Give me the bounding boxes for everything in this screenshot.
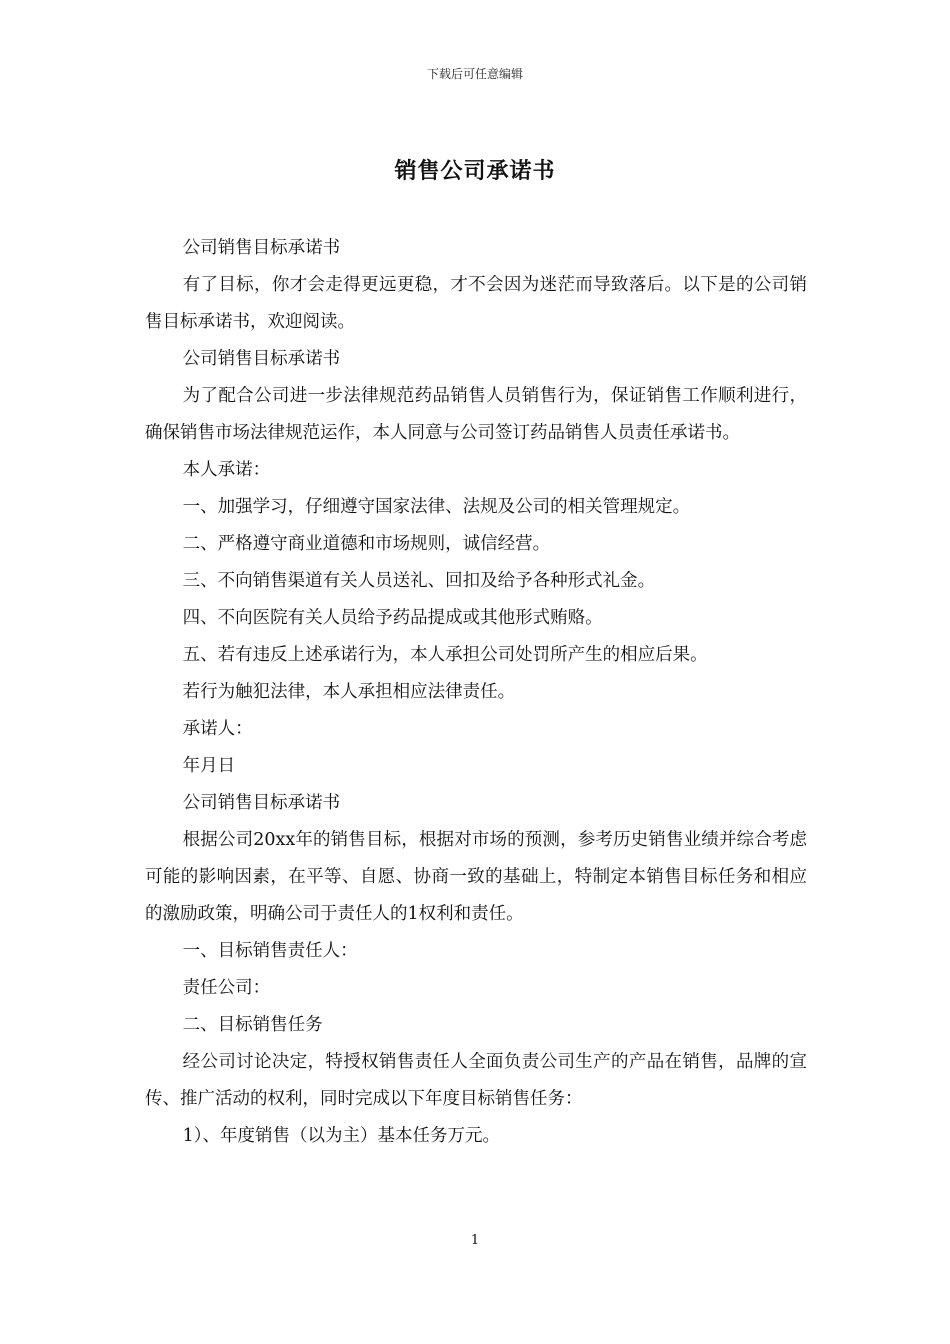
paragraph: 一、加强学习，仔细遵守国家法律、法规及公司的相关管理规定。 [182, 497, 691, 517]
header-note: 下载后可任意编辑 [426, 67, 523, 81]
document-body [145, 230, 807, 1155]
paragraph: 年月日 [182, 756, 236, 776]
paragraph: 责任公司： [182, 978, 271, 998]
paragraph: 公司销售目标承诺书 [182, 793, 341, 813]
paragraph: 五、若有违反上述承诺行为，本人承担公司处罚所产生的相应后果。 [182, 645, 708, 665]
paragraph: 二、严格遵守商业道德和市场规则，诚信经营。 [182, 534, 551, 554]
paragraph: 为了配合公司进一步法律规范药品销售人员销售行为，保证销售工作顺利进行，确保销售市场法律规范运作，本人同意与公司签订药品销售人员责任承诺书。 [145, 386, 807, 443]
paragraph: 公司销售目标承诺书 [182, 349, 341, 369]
page-number: 1 [470, 1233, 480, 1248]
paragraph: 经公司讨论决定，特授权销售责任人全面负责公司生产的产品在销售，品牌的宣传、推广活动的权利，同时完成以下年度目标销售任务： [145, 1052, 807, 1109]
document-title: 销售公司承诺书 [394, 158, 556, 184]
paragraph: 一、目标销售责任人： [182, 941, 358, 961]
paragraph: 二、目标销售任务 [182, 1015, 323, 1035]
paragraph: 有了目标，你才会走得更远更稳，才不会因为迷茫而导致落后。以下是的公司销售目标承诺书，欢迎阅读。 [145, 275, 807, 332]
paragraph: 公司销售目标承诺书 [182, 238, 341, 258]
paragraph: 四、不向医院有关人员给予药品提成或其他形式贿赂。 [182, 608, 603, 628]
paragraph: 本人承诺： [182, 460, 271, 480]
paragraph: 根据公司20xx年的销售目标，根据对市场的预测，参考历史销售业绩并综合考虑可能的影响因素，在平等、自愿、协商一致的基础上，特制定本销售目标任务和相应的激励政策，明确公司于责任人的1权利和责任。 [145, 830, 807, 924]
paragraph: 1）、年度销售（以为主）基本任务万元。 [182, 1126, 501, 1146]
paragraph: 若行为触犯法律，本人承担相应法律责任。 [182, 682, 516, 702]
paragraph: 三、不向销售渠道有关人员送礼、回扣及给予各种形式礼金。 [182, 571, 656, 591]
paragraph: 承诺人： [182, 719, 253, 739]
